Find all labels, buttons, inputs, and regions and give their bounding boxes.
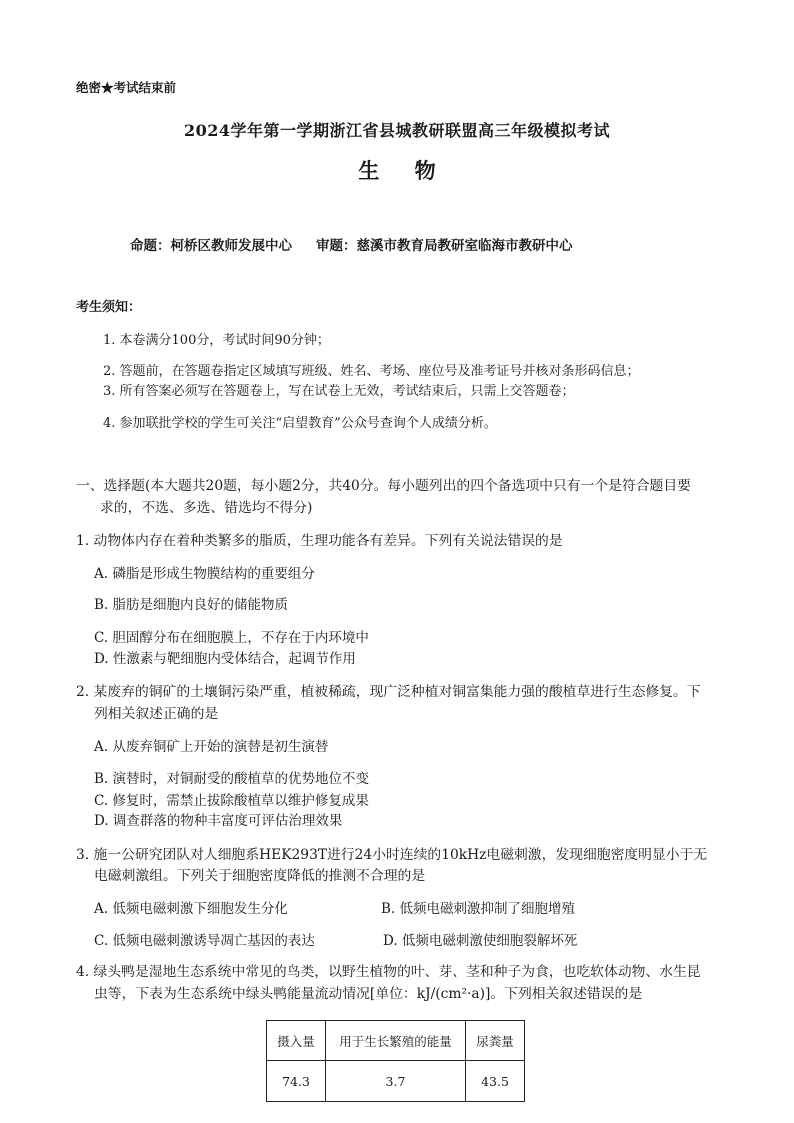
question-1-option-d: D. 性激素与靶细胞内受体结合，起调节作用 [94,651,356,667]
notice-heading: 考生须知： [76,300,142,315]
question-3-option-a: A. 低频电磁刺激下细胞发生分化 [94,901,288,917]
question-4-stem-cont: 虫等，下表为生态系统中绿头鸭能量流动情况[单位：kJ/(cm²·a)]。下列相关叙述错误的是 [94,986,643,1002]
subject-title: 生 物 [358,158,450,183]
table-cell: 3.7 [326,1061,466,1102]
table-cell: 74.3 [267,1061,326,1102]
table-header: 摄入量 [267,1021,326,1061]
question-1-option-c: C. 胆固醇分布在细胞膜上，不存在于内环境中 [94,630,369,646]
authors-line [130,234,573,254]
notice-item-3: 3. 所有答案必须写在答题卷上，写在试卷上无效，考试结束后，只需上交答题卷； [103,384,575,399]
question-1-option-b: B. 脂肪是细胞内良好的储能物质 [94,597,289,613]
notice-item-1: 1. 本卷满分100分，考试时间90分钟； [103,333,330,348]
question-3-option-d: D. 低频电磁刺激使细胞裂解坏死 [383,933,578,949]
reviewer: 审题：慈溪市教育局教研室临海市教研中心 [316,238,573,254]
confidential-label: 绝密★考试结束前 [76,80,177,95]
section-heading: 一、选择题(本大题共20题，每小题2分，共40分。每小题列出的四个备选项中只有一个是符合题目要 [76,478,691,494]
question-3-stem-cont: 电磁刺激组。下列关于细胞密度降低的推测不合理的是 [94,868,426,884]
energy-flow-table [266,1020,525,1102]
table-header: 用于生长繁殖的能量 [326,1021,466,1061]
question-3-stem: 3. 施一公研究团队对人细胞系HEK293T进行24小时连续的10kHz电磁刺激，发现细胞密度明显小于无 [76,847,708,863]
section-heading-cont: 求的，不选、多选、错选均不得分) [100,500,313,516]
table-row [267,1061,525,1102]
notice-item-2: 2. 答题前，在答题卷指定区域填写班级、姓名、考场、座位号及准考证号并核对条形码信息； [103,364,640,379]
proposer: 命题：柯桥区教师发展中心 [130,238,292,254]
question-2-stem: 2. 某废弃的铜矿的土壤铜污染严重，植被稀疏，现广泛种植对铜富集能力强的酸植草进行生态修复。下 [76,684,701,700]
question-2-option-d: D. 调查群落的物种丰富度可评估治理效果 [94,813,343,829]
question-3-option-c: C. 低频电磁刺激诱导凋亡基因的表达 [94,933,315,949]
table-header-row [267,1021,525,1061]
exam-title: 2024学年第一学期浙江省县城教研联盟高三年级模拟考试 [183,121,611,140]
question-2-option-b: B. 演替时，对铜耐受的酸植草的优势地位不变 [94,771,370,787]
table-header: 尿粪量 [466,1021,525,1061]
question-2-stem-cont: 列相关叙述正确的是 [94,706,219,722]
question-4-stem: 4. 绿头鸭是湿地生态系统中常见的鸟类，以野生植物的叶、芽、茎和种子为食，也吃软体动物、水生昆 [76,964,701,980]
question-1-stem: 1. 动物体内存在着种类繁多的脂质，生理功能各有差异。下列有关说法错误的是 [76,533,563,549]
question-1-option-a: A. 磷脂是形成生物膜结构的重要组分 [94,566,315,582]
table-cell: 43.5 [466,1061,525,1102]
question-3-option-b: B. 低频电磁刺激抑制了细胞增殖 [381,901,576,917]
question-2-option-c: C. 修复时，需禁止拔除酸植草以维护修复成果 [94,793,369,809]
question-2-option-a: A. 从废弃铜矿上开始的演替是初生演替 [94,739,329,755]
notice-item-4: 4. 参加联批学校的学生可关注“启望教育”公众号查询个人成绩分析。 [103,416,497,431]
